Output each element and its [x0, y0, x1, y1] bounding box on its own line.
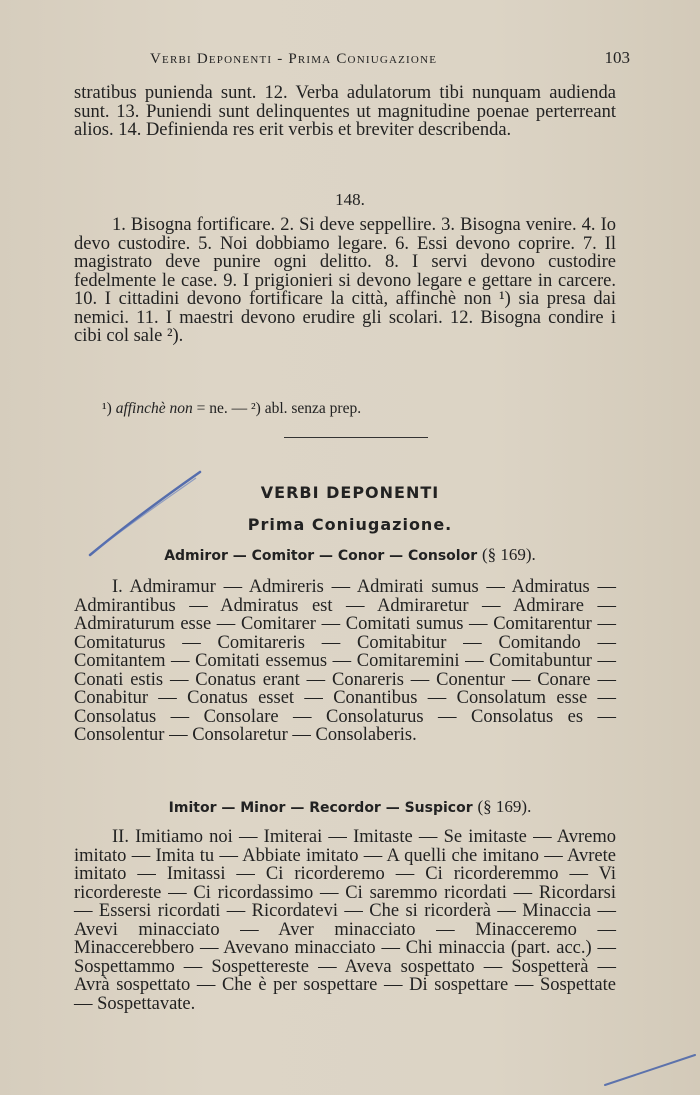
exercise-text: 1. Bisogna fortificare. 2. Si deve seppellire. 3. Bisogna venire. 4. Io devo custodire. 5. Noi dobbiamo legare. 6. Essi devono coprire. 7. Il magistrato deve punire ogni delitto. 8. I servi devono custodire fedelmente le case. 9. I prigionieri si devono legare e gettare in carcere. 10. I cittadini devono fortificare la città, affinchè non ¹) sia presa dai nemici. 11. I maestri devono erudire gli scolari. 12. Bisogna condire i cibi col sale ²).: [74, 215, 616, 346]
footnote-marker-1: ¹): [102, 400, 112, 417]
paragraph-2: II. Imitiamo noi — Imiterai — Imitaste — Se imitaste — Avremo imitato — Imita tu — Abbiate imitato — A quelli che imitano — Avrete imitato — Imitassi — Ci ricorderemo — Ci ricorderemmo — Vi ricordereste — Ci ricordassimo — Ci saremmo ricordati — Ricordarsi — Essersi ricordati — Ricordatevi — Che si ricorderà — Minaccia — Avevi minacciato — Aver minacciato — Minacceremo — Minaccerebbero — Avevano minacciato — Chi minaccia (part. acc.) — Sospettammo — Sospettereste — Aveva sospettato — Sospetterà — Avrà sospettato — Che è per sospettare — Di sospettare — Sospettate — Sospettavate.: [74, 827, 616, 1014]
verb-reference-2: (§ 169).: [477, 797, 532, 816]
pen-stroke-mark-bottom: [600, 1050, 700, 1090]
verb-reference-1: (§ 169).: [481, 545, 536, 564]
pen-stroke-mark: [80, 460, 210, 570]
verb-list-2: Imitor — Minor — Recordor — Suspicor: [168, 800, 473, 816]
page-number: 103: [604, 48, 630, 67]
top-paragraph: stratibus punienda sunt. 12. Verba adulatorum tibi nunquam audienda sunt. 13. Puniendi sunt delinquentes ut magnitudine poenae perterreant alios. 14. Definienda res erit verbis et breviter describenda.: [74, 83, 616, 140]
verb-heading-2: [0, 797, 700, 817]
section-title: VERBI DEPONENTI: [260, 483, 440, 502]
footnote-term: affinchè non: [115, 400, 193, 417]
footnote: [102, 400, 361, 418]
footnote-equivalence: = ne. —: [196, 400, 248, 417]
verb-list-1: Admiror — Comitor — Conor — Consolor: [164, 548, 478, 564]
footnote-marker-2: ²): [251, 400, 261, 417]
running-header: [150, 48, 630, 68]
section-divider: [284, 437, 428, 438]
running-title: Verbi Deponenti - Prima Coniugazione: [150, 51, 438, 67]
paragraph-1: I. Admiramur — Admireris — Admirati sumus — Admiratus — Admirantibus — Admiratus est — Admiraretur — Admirare — Admiraturum esse — Comitarer — Comitati sumus — Comitarentur — Comitaturus — Comitareris — Comitabitur — Comitando — Comitantem — Comitati essemus — Comitaremini — Comitabuntur — Conati estis — Conatus erant — Conareris — Conentur — Conare — Conabitur — Conatus esset — Conantibus — Consolatum esse — Consolatus — Consolare — Consolaturus — Consolatus es — Consolentur — Consolaretur — Consolaberis.: [74, 577, 616, 745]
section-subtitle: Prima Coniugazione.: [247, 515, 453, 534]
exercise-number: 148.: [335, 190, 365, 209]
footnote-text-2: abl. senza prep.: [264, 400, 362, 417]
